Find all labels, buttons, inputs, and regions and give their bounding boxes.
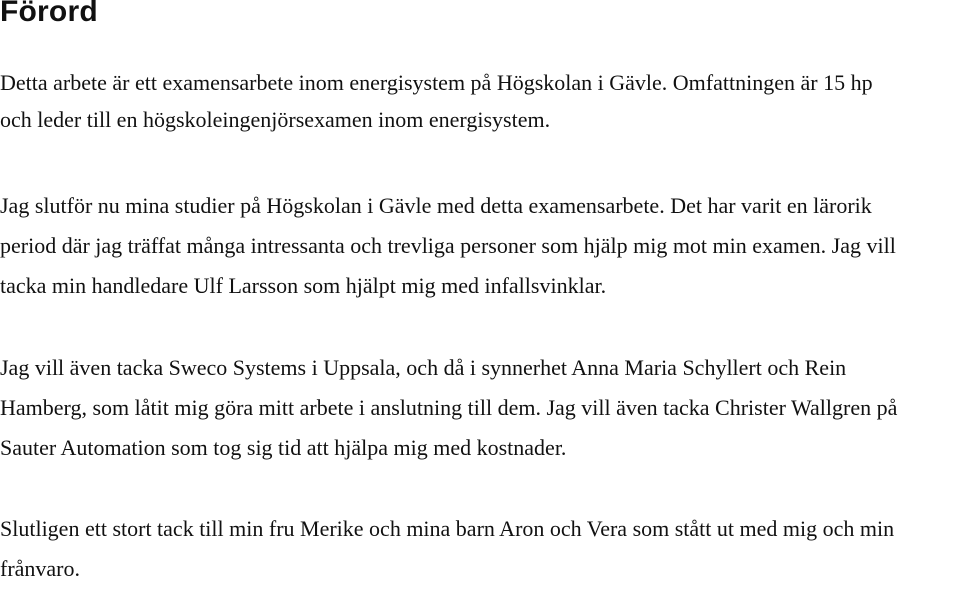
- text-line: tacka min handledare Ulf Larsson som hjälpt mig med infallsvinklar.: [0, 273, 607, 298]
- text-line: Jag slutför nu mina studier på Högskolan i Gävle med detta examensarbete. Det har varit en lärorik: [0, 193, 872, 218]
- paragraph-thanks: [0, 348, 960, 468]
- text-line: Hamberg, som låtit mig göra mitt arbete i anslutning till dem. Jag vill även tacka Christer Wallgren på: [0, 395, 898, 420]
- text-line: period där jag träffat många intressanta och trevliga personer som hjälp mig mot min examen. Jag vill: [0, 233, 896, 258]
- text-line: frånvaro.: [0, 556, 81, 581]
- paragraph-closing: [0, 509, 960, 589]
- text-line: Jag vill även tacka Sweco Systems i Uppsala, och då i synnerhet Anna Maria Schyllert och Rein: [0, 355, 847, 380]
- paragraph-studies: [0, 186, 960, 306]
- text-line: Detta arbete är ett examensarbete inom energisystem på Högskolan i Gävle. Omfattningen är 15 hp: [0, 70, 873, 95]
- text-line: och leder till en högskoleingenjörsexamen inom energisystem.: [0, 107, 551, 132]
- page-heading: Förord: [0, 0, 98, 28]
- paragraph-intro: [0, 64, 960, 138]
- text-line: Slutligen ett stort tack till min fru Merike och mina barn Aron och Vera som stått ut med mig och min: [0, 516, 895, 541]
- text-line: Sauter Automation som tog sig tid att hjälpa mig med kostnader.: [0, 435, 567, 460]
